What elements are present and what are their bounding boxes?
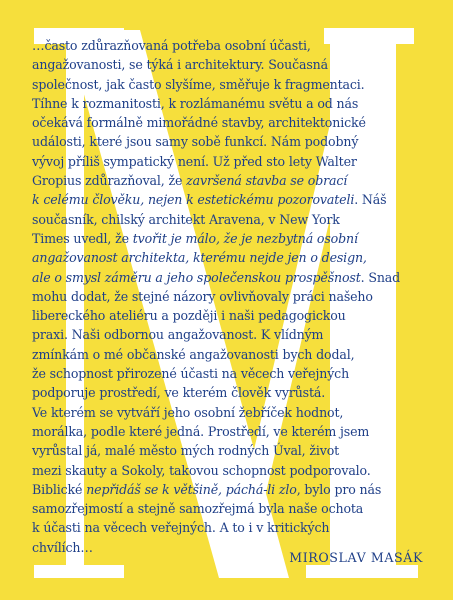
text-segment: . Snad [360, 269, 401, 285]
text-line: angažovanosti, se týká i architektury. Současná [32, 57, 328, 73]
text-segment: Times uvedl, že [32, 230, 133, 246]
text-line: Ve kterém se vytváří jeho osobní žebříček hodnot, [32, 404, 344, 420]
text-line: události, které jsou samy sobě funkcí. Nám podobný [32, 134, 359, 150]
text-line: současník, chilský architekt Aravena, v New York [32, 211, 340, 227]
text-line: morálka, podle které jedná. Prostředí, ve kterém jsem [32, 423, 370, 439]
text-line: libereckého ateliéru a později i naši pedagogickou [32, 308, 346, 324]
quote-text [32, 36, 428, 557]
italic-phrase: angažovanost architekta, kterému nejde jen o design, [32, 250, 367, 266]
text-line [32, 248, 428, 267]
text-line [32, 171, 428, 190]
italic-phrase: završená stavba se obrací [186, 173, 348, 189]
text-line: samozřejmostí a stejně samozřejmá byla naše ochota [32, 501, 364, 517]
text-line: …často zdůrazňovaná potřeba osobní účasti, [32, 38, 311, 53]
text-line: Tíhne k rozmanitosti, k rozlámanému světu a od nás [32, 95, 359, 111]
text-line: společnost, jak často slyšíme, směřuje k fragmentaci. [32, 76, 365, 92]
text-line: vývoj příliš sympatický není. Už před sto lety Walter [32, 153, 357, 169]
text-line [32, 190, 428, 209]
text-line [32, 480, 428, 499]
italic-phrase: ale o smysl záměru a jeho společenskou prospěšnost [32, 269, 361, 285]
text-line: podporuje prostředí, ve kterém člověk vyrůstá. [32, 385, 326, 401]
text-line: mezi skauty a Sokoly, takovou schopnost podporovalo. [32, 462, 371, 478]
italic-phrase: tvořit je málo, že je nezbytná osobní [132, 230, 358, 246]
text-segment: , bylo pro nás [296, 481, 382, 497]
text-line: že schopnost přirozené účasti na věcech veřejných [32, 366, 350, 382]
italic-phrase: nepřidáš se k většině, páchá-li zlo [86, 481, 297, 497]
text-line: k účasti na věcech veřejných. A to i v kritických [32, 520, 330, 536]
italic-phrase: k celému člověku, nejen k estetickému pozorovateli [32, 192, 355, 208]
text-line: zmínkám o mé občanské angažovanosti bych dodal, [32, 346, 355, 362]
text-line: očekává formálně mimořádné stavby, architektonické [32, 115, 366, 131]
text-line: praxi. Naši odbornou angažovanost. K vlídným [32, 327, 324, 343]
text-line: vyrůstal já, malé město mých rodných Úval, život [32, 443, 340, 459]
author-name: MIROSLAV MASÁK [289, 550, 423, 565]
text-line [32, 229, 428, 248]
text-segment: . Náš [354, 192, 387, 208]
text-line [32, 268, 428, 287]
text-line: mohu dodat, že stejné názory ovlivňovaly práci našeho [32, 288, 373, 304]
text-segment: Gropius zdůrazňoval, že [32, 173, 187, 189]
text-segment: Biblické [32, 481, 87, 497]
text-line: chvílích… [32, 539, 93, 555]
